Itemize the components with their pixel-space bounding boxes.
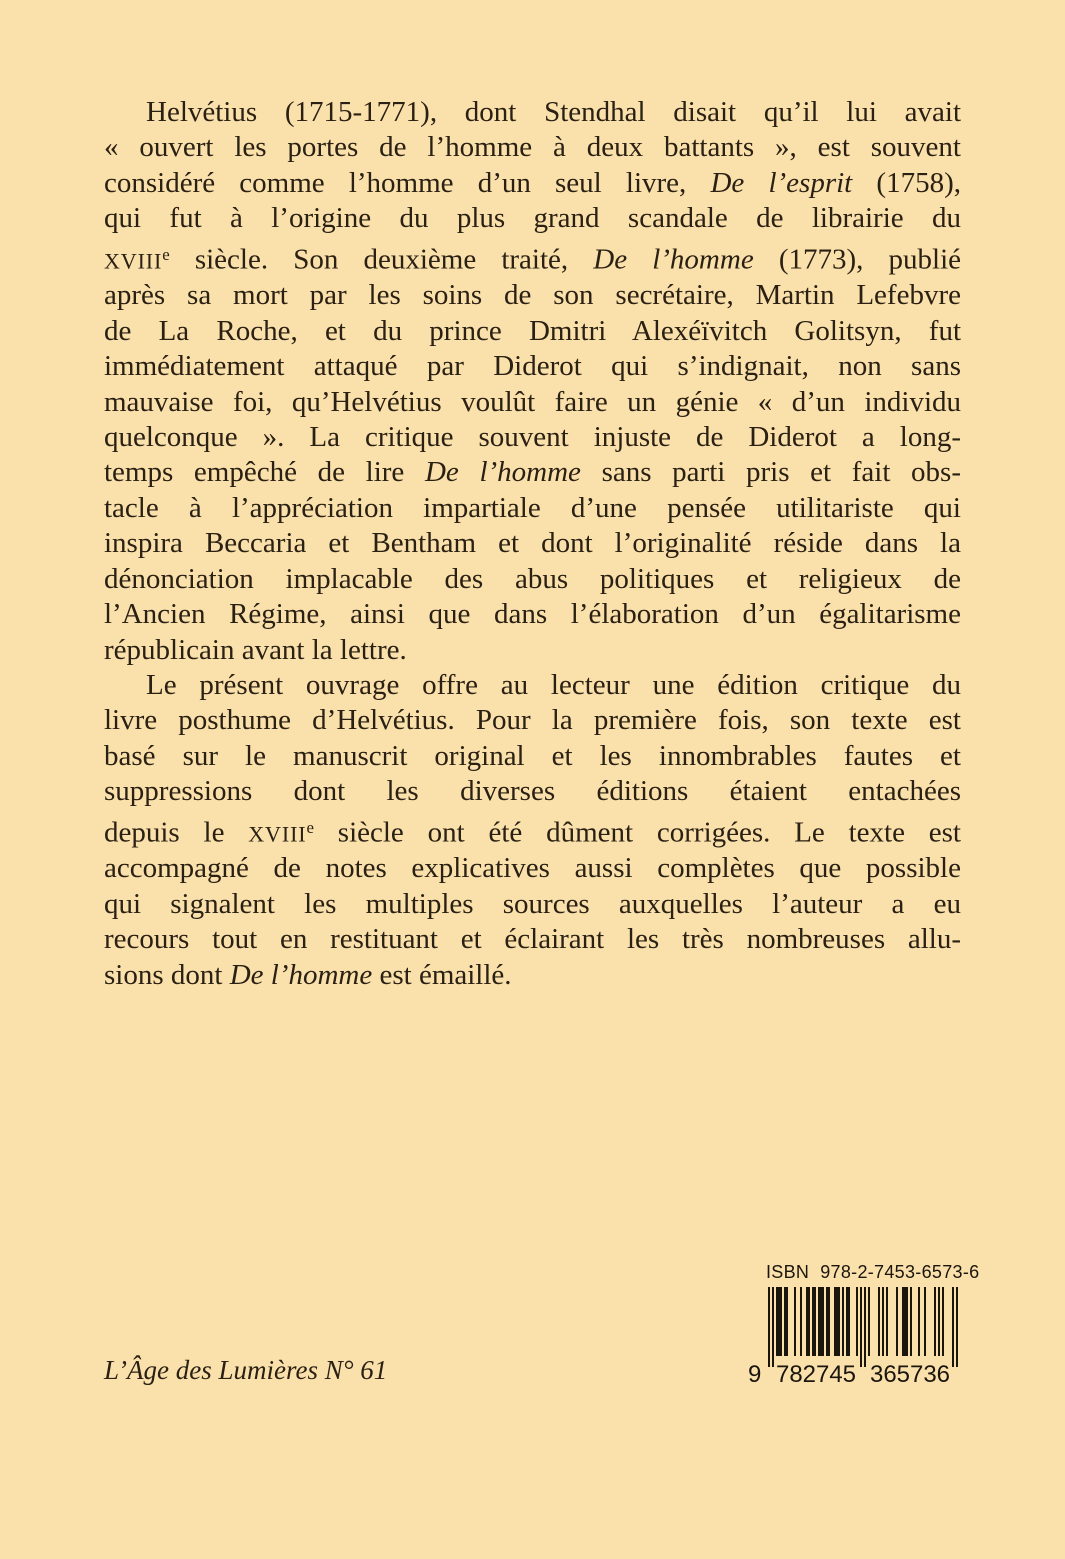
- text-line: [104, 166, 961, 201]
- barcode-bar: [956, 1287, 958, 1367]
- barcode-bar: [834, 1287, 836, 1356]
- text-line: [104, 633, 961, 668]
- text-line: [104, 703, 961, 738]
- barcode-bar: [820, 1287, 822, 1356]
- text-segment: siècle. Son deuxième traité,: [169, 243, 594, 276]
- barcode-bar: [882, 1287, 884, 1356]
- barcode-bar: [772, 1287, 774, 1367]
- barcode-bar: [918, 1287, 920, 1356]
- text-segment: accompagné de notes explicatives aussi complètes que possible: [104, 852, 961, 885]
- barcode-bar: [938, 1287, 940, 1356]
- barcode-digits: 365736: [870, 1361, 950, 1385]
- barcode-bar: [896, 1287, 898, 1356]
- text-segment: sans parti pris et fait obs-: [580, 456, 961, 489]
- text-line: [104, 314, 961, 349]
- text-line: [104, 455, 961, 490]
- barcode-bar: [838, 1287, 840, 1356]
- barcode-bar: [942, 1287, 944, 1356]
- barcode-bar: [864, 1287, 866, 1367]
- isbn-barcode-block: [748, 1261, 980, 1385]
- barcode-bar: [878, 1287, 880, 1356]
- barcode-bar: [800, 1287, 802, 1356]
- text-line: [104, 922, 961, 957]
- barcode-bar: [812, 1287, 814, 1356]
- text-line: [104, 95, 961, 130]
- text-segment: depuis le: [104, 815, 249, 848]
- text-segment: de La Roche, et du prince Dmitri Alexéïvitch Golitsyn, fut: [104, 314, 961, 347]
- text-segment: dénonciation implacable des abus politiques et religieux de: [104, 562, 961, 595]
- barcode-bar: [934, 1287, 936, 1356]
- text-line: [104, 278, 961, 313]
- text-segment: sions dont: [104, 958, 230, 991]
- barcode-bar: [868, 1287, 870, 1356]
- barcode-bar: [906, 1287, 908, 1356]
- ean13-barcode: [748, 1287, 960, 1385]
- book-title-italic: De l’homme: [229, 958, 373, 991]
- barcode-bar: [784, 1287, 786, 1356]
- barcode-bar: [768, 1287, 770, 1367]
- barcode-bar: [828, 1287, 830, 1356]
- text-segment: immédiatement attaqué par Diderot qui s’indignait, non sans: [104, 350, 961, 383]
- isbn-line: [748, 1261, 980, 1284]
- text-segment: quelconque ». La critique souvent injuste de Diderot a long-: [104, 421, 961, 454]
- text-segment: e: [162, 244, 170, 264]
- text-line: [104, 851, 961, 886]
- barcode-bar: [860, 1287, 862, 1367]
- text-segment: l’Ancien Régime, ainsi que dans l’élaboration d’un égalitarisme: [104, 598, 961, 631]
- text-segment: Helvétius (1715-1771), dont Stendhal disait qu’il lui avait: [146, 96, 961, 128]
- text-segment: XVIII: [104, 248, 163, 274]
- text-segment: mauvaise foi, qu’Helvétius voulût faire un génie « d’un individu: [104, 385, 961, 418]
- text-line: [104, 739, 961, 774]
- barcode-bar: [856, 1287, 858, 1356]
- text-segment: considéré comme l’homme d’un seul livre,: [104, 166, 711, 199]
- text-line: [104, 526, 961, 561]
- book-title-italic: De l’homme: [593, 243, 754, 276]
- text-line: [104, 597, 961, 632]
- text-segment: qui fut à l’origine du plus grand scandale de librairie du: [104, 202, 961, 235]
- text-line: [104, 958, 961, 993]
- barcode-bar: [776, 1287, 778, 1356]
- text-line: [104, 385, 961, 420]
- text-segment: qui signalent les multiples sources auxquelles l’auteur a eu: [104, 887, 961, 920]
- barcode-bar: [846, 1287, 848, 1356]
- barcode-bar: [808, 1287, 810, 1356]
- barcode-digits: 782745: [776, 1361, 856, 1385]
- barcode-bar: [818, 1287, 820, 1356]
- barcode-bar: [910, 1287, 912, 1356]
- barcode-bar: [902, 1287, 904, 1356]
- barcode-bar: [886, 1287, 888, 1356]
- text-segment: siècle ont été dûment corrigées. Le texte est: [313, 815, 961, 848]
- book-title-italic: De l’homme: [424, 456, 581, 489]
- barcode-bar: [822, 1287, 824, 1356]
- barcode-bar: [836, 1287, 838, 1356]
- text-segment: Le présent ouvrage offre au lecteur une édition critique du: [146, 668, 961, 701]
- text-segment: inspira Beccaria et Bentham et dont l’originalité réside dans la: [104, 527, 961, 560]
- text-segment: suppressions dont les diverses éditions étaient entachées: [104, 775, 961, 808]
- book-title-italic: De l’esprit: [710, 166, 853, 199]
- text-line: [104, 201, 961, 236]
- text-line: [104, 420, 961, 455]
- barcode-bar: [780, 1287, 782, 1356]
- barcode-bar: [904, 1287, 906, 1356]
- text-segment: temps empêché de lire: [104, 456, 425, 489]
- text-segment: livre posthume d’Helvétius. Pour la première fois, son texte est: [104, 704, 961, 737]
- text-line: [104, 810, 961, 852]
- text-segment: républicain avant la lettre.: [104, 633, 407, 666]
- text-segment: basé sur le manuscrit original et les innombrables fautes et: [104, 739, 961, 772]
- back-cover-blurb: [104, 95, 961, 993]
- barcode-bar: [778, 1287, 780, 1356]
- text-line: [104, 887, 961, 922]
- text-line: [104, 668, 961, 703]
- barcode-bar: [924, 1287, 926, 1356]
- text-line: [104, 349, 961, 384]
- text-line: [104, 774, 961, 809]
- text-line: [104, 130, 961, 165]
- barcode-bar: [826, 1287, 828, 1356]
- text-segment: tacle à l’appréciation impartiale d’une pensée utilitariste qui: [104, 491, 961, 524]
- text-line: [104, 491, 961, 526]
- text-segment: est émaillé.: [372, 958, 512, 991]
- barcode-digits: 9: [748, 1361, 762, 1385]
- barcode-bar: [806, 1287, 808, 1356]
- text-segment: XVIII: [248, 820, 307, 846]
- barcode-bar: [794, 1287, 796, 1356]
- barcode-bar: [842, 1287, 844, 1356]
- text-line: [104, 237, 961, 279]
- isbn-label: ISBN: [766, 1262, 810, 1282]
- text-segment: recours tout en restituant et éclairant les très nombreuses allu-: [104, 923, 961, 956]
- barcode-bar: [952, 1287, 954, 1367]
- text-segment: « ouvert les portes de l’homme à deux battants », est souvent: [104, 131, 961, 164]
- text-segment: après sa mort par les soins de son secrétaire, Martin Lefebvre: [104, 279, 961, 312]
- series-title: L’Âge des Lumières N° 61: [104, 1355, 388, 1385]
- text-segment: (1773), publié: [753, 243, 961, 276]
- barcode-bar: [786, 1287, 788, 1356]
- text-segment: e: [306, 817, 314, 837]
- text-line: [104, 562, 961, 597]
- text-segment: (1758),: [852, 166, 961, 199]
- barcode-bar: [848, 1287, 850, 1356]
- isbn-number: 978-2-7453-6573-6: [820, 1262, 980, 1282]
- barcode-bar: [814, 1287, 816, 1356]
